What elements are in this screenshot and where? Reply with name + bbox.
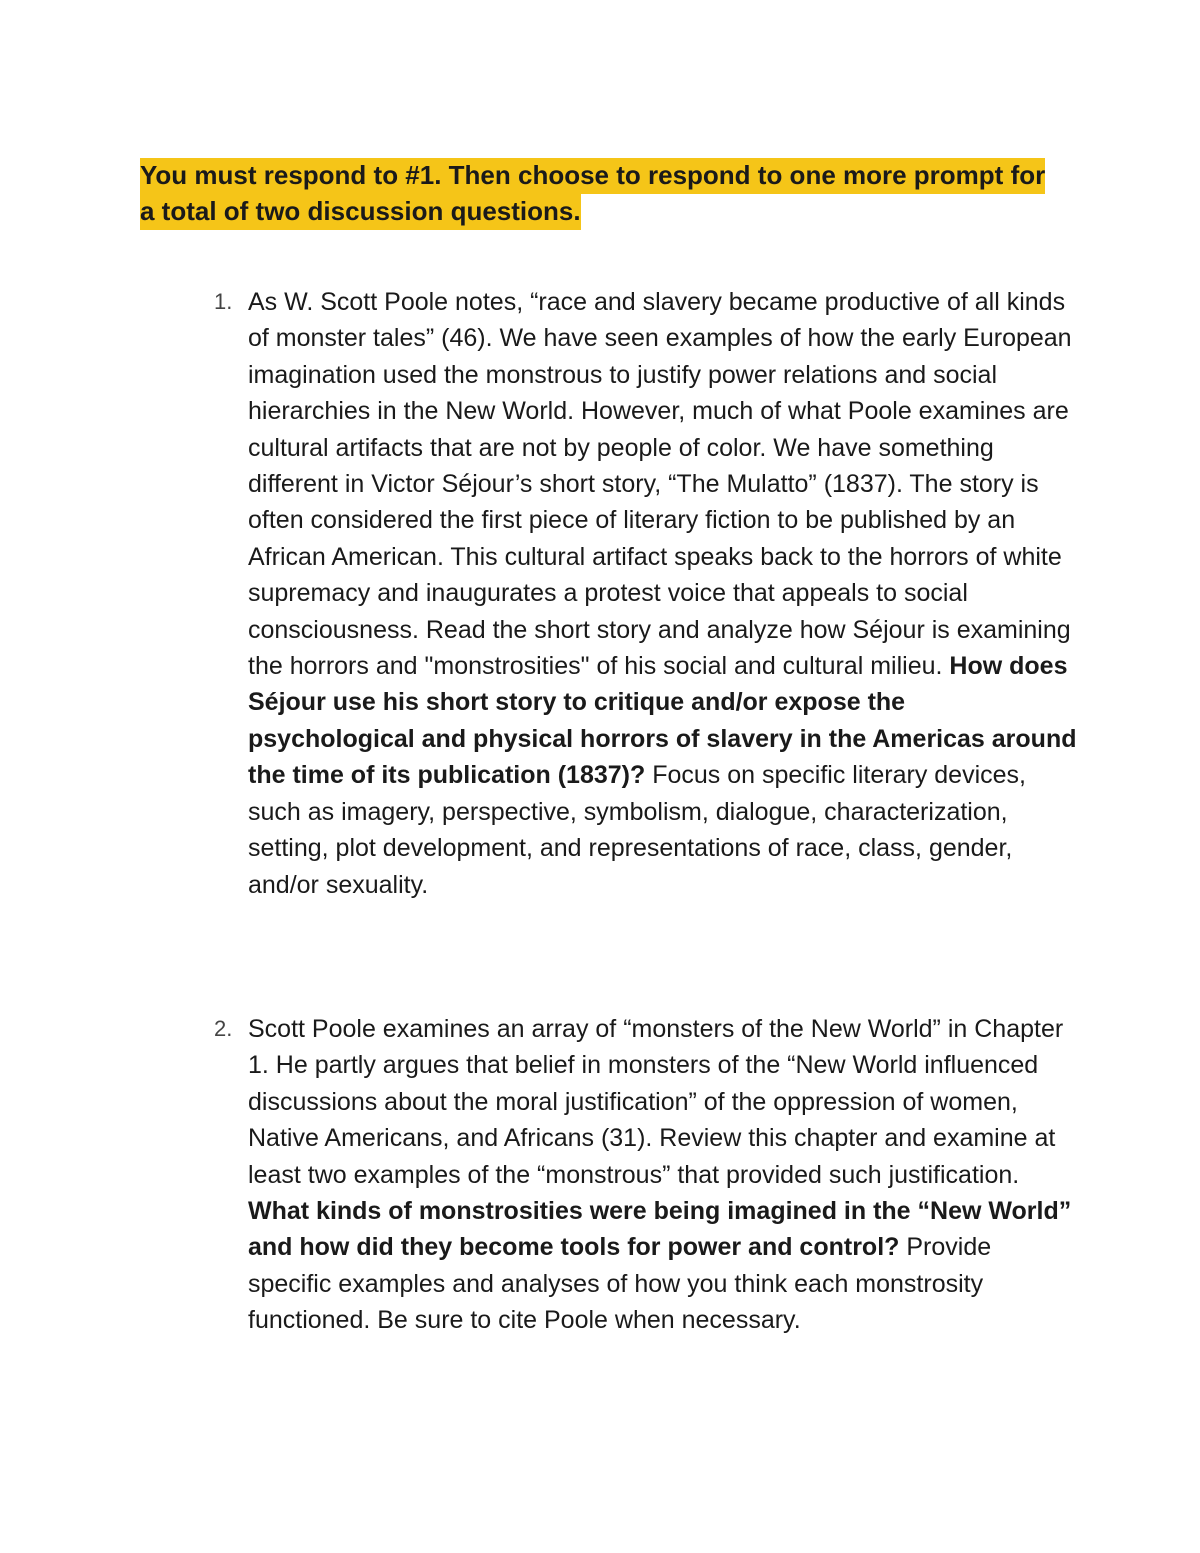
prompt-intro: Scott Poole examines an array of “monsters of the New World” in Chapter 1. He partly argues that belief in monsters of the “New World influenced discussions about the moral justification” of the oppression of women, Native Americans, and Africans (31). Review this chapter and examine at least two examples of the “monstrous” that provided such justification. (248, 1015, 1064, 1189)
prompt-intro: As W. Scott Poole notes, “race and slavery became productive of all kinds of monster tales” (46). We have seen examples of how the early European imagination used the monstrous to justify power relations and social hierarchies in the New World. However, much of what Poole examines are cultural artifacts that are not by people of color. We have something different in Victor Séjour’s short story, “The Mulatto” (1837). The story is often considered the first piece of literary fiction to be published by an African American. This cultural artifact speaks back to the horrors of white supremacy and inaugurates a protest voice that appeals to social consciousness. Read the short story and analyze how Séjour is examining the horrors and "monstrosities" of his social and cultural milieu. (248, 288, 1072, 681)
prompt-body (248, 1011, 1078, 1339)
instructions-highlight: You must respond to #1. Then choose to respond to one more prompt for a total of two discussion questions. (140, 158, 1045, 230)
prompt-guidance: Focus on specific literary devices, such as imagery, perspective, symbolism, dialogue, characterization, setting, plot development, and representations of race, class, gender, and/or sexuality. (248, 761, 1026, 899)
prompt-question: What kinds of monstrosities were being imagined in the “New World” and how did they become tools for power and control? (248, 1197, 1072, 1262)
prompt-guidance: Provide specific examples and analyses of how you think each monstrosity functioned. Be sure to cite Poole when necessary. (248, 1233, 992, 1335)
prompt-question: How does Séjour use his short story to critique and/or expose the psychological and physical horrors of slavery in the Americas around the time of its publication (1837)? (248, 652, 1077, 790)
prompt-number: 2. (214, 1016, 233, 1041)
prompt-number: 1. (214, 289, 233, 314)
assignment-instructions (140, 157, 1060, 229)
prompt-body (248, 284, 1078, 903)
